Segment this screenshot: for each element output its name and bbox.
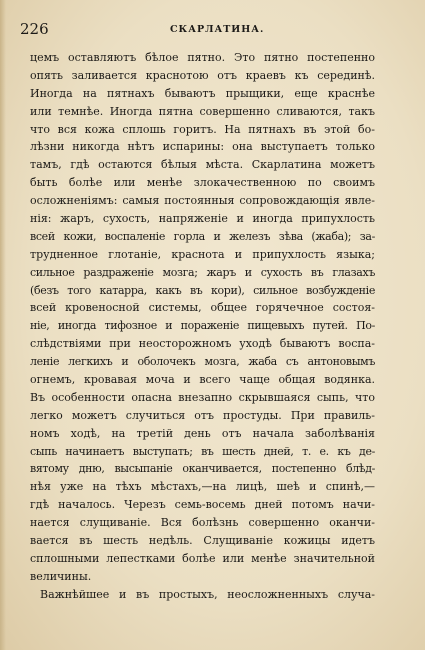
- text-line: вается въ шесть недѣль. Слущиваніе кожицы идетъ: [30, 534, 375, 548]
- running-title: СКАРЛАТИНА.: [170, 24, 265, 35]
- text-line: номъ ходѣ, на третій день отъ начала заболѣванія: [30, 426, 375, 440]
- text-line: сплошными лепестками болѣе или менѣе значительной: [30, 551, 375, 565]
- text-line: быть болѣе или менѣе злокачественною по своимъ: [30, 176, 375, 190]
- text-line: (безъ того катарра, какъ въ кори), сильное возбужденіе: [30, 283, 375, 297]
- page-edge-shadow: [0, 0, 6, 650]
- text-line: Въ особенности опасна внезапно скрывшаяся сыпь, что: [30, 390, 375, 404]
- text-line: цемъ оставляютъ бѣлое пятно. Это пятно постепенно: [30, 51, 375, 64]
- text-line: что вся кожа сплошь горитъ. На пятнахъ въ этой бо-: [30, 122, 375, 136]
- text-line: леніе легкихъ и оболочекъ мозга, жаба съ антоновымъ: [30, 355, 375, 369]
- text-line: огнемъ, кровавая моча и всего чаще общая водянка.: [30, 373, 375, 387]
- body-text: [30, 49, 375, 604]
- text-line: трудненное глотаніе, краснота и припухлость языка;: [30, 247, 375, 261]
- text-line: опять заливается краснотою отъ краевъ къ серединѣ.: [30, 68, 375, 82]
- text-line: гдѣ началось. Черезъ семь-восемь дней потомъ начи-: [30, 498, 375, 512]
- text-line: осложненіямъ: самыя постоянныя сопровождающія явле-: [30, 194, 375, 208]
- text-line: нѣя уже на тѣхъ мѣстахъ,—на лицѣ, шеѣ и спинѣ,—: [30, 480, 375, 494]
- text-line: нается слущиваніе. Вся болѣзнь совершенно оканчи-: [30, 516, 375, 530]
- page-header: [20, 20, 380, 42]
- page-number: 226: [20, 20, 49, 38]
- text-line: всей кровеносной системы, общее горячечное состоя-: [30, 301, 375, 315]
- text-line: всей кожи, воспаленіе горла и железъ зѣва (жаба); за-: [30, 229, 375, 243]
- text-line: нія: жаръ, сухость, напряженіе и иногда припухлость: [30, 212, 375, 226]
- text-line: лѣзни никогда нѣтъ испарины: она выступаетъ только: [30, 140, 375, 154]
- text-line: ніе, иногда тифозное и пораженіе пищевыхъ путей. По-: [30, 319, 375, 333]
- text-line: вятому дню, высыпаніе оканчивается, постепенно блѣд-: [30, 462, 375, 476]
- text-line: сыпь начинаетъ выступать; въ шесть дней, т. е. къ де-: [30, 444, 375, 458]
- text-line: Иногда на пятнахъ бываютъ прыщики, еще краснѣе: [30, 86, 375, 100]
- text-line: слѣдствіями при неосторожномъ уходѣ бываютъ воспа-: [30, 337, 375, 351]
- paragraph-start-line: Важнѣйшее и въ простыхъ, неосложненныхъ случа-: [40, 587, 375, 601]
- text-line: сильное раздраженіе мозга; жаръ и сухость въ глазахъ: [30, 265, 375, 279]
- text-line: легко можетъ случиться отъ простуды. При правиль-: [30, 408, 375, 422]
- text-line: или темнѣе. Иногда пятна совершенно сливаются, такъ: [30, 104, 375, 118]
- text-line: тамъ, гдѣ остаются бѣлыя мѣста. Скарлатина можетъ: [30, 158, 375, 172]
- text-line: величины.: [30, 569, 92, 583]
